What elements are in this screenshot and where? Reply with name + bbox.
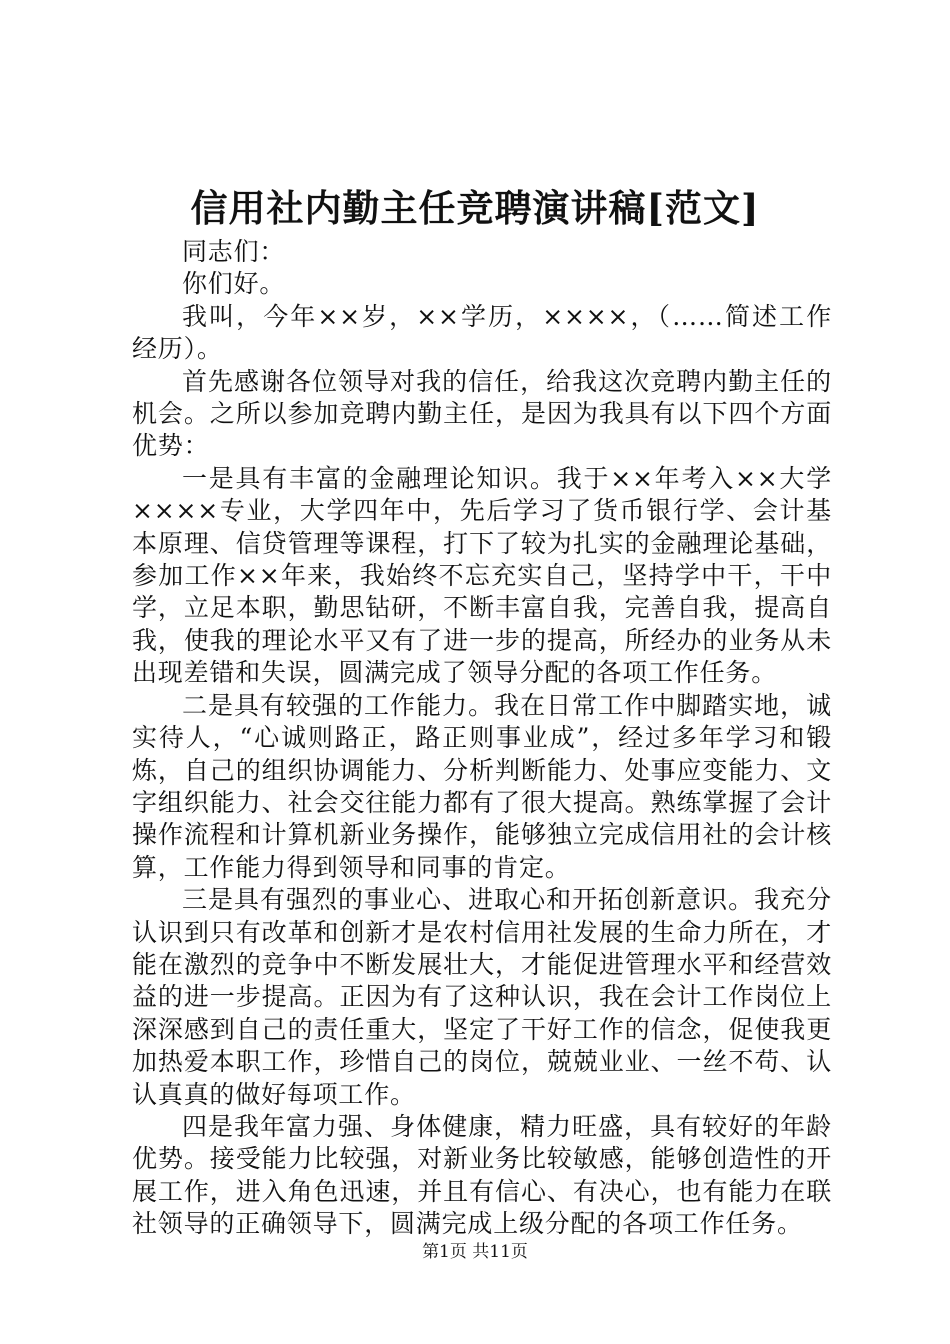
paragraph-salutation: 同志们：	[182, 237, 286, 266]
paragraph-greeting: 你们好。	[182, 269, 286, 299]
document-body	[132, 236, 832, 1241]
paragraph-thanks: 首先感谢各位领导对我的信任，给我这次竞聘内勤主任的机会。之所以参加竞聘内勤主任，是因为我具有以下四个方面优势：	[132, 366, 832, 461]
paragraph-advantage-2: 二是具有较强的工作能力。我在日常工作中脚踏实地，诚实待人，“心诚则路正，路正则事业成”，经过多年学习和锻炼，自己的组织协调能力、分析判断能力、处事应变能力、文字组织能力、社会交往能力都有了很大提高。熟练掌握了会计操作流程和计算机新业务操作，能够独立完成信用社的会计核算，工作能力得到领导和同事的肯定。	[132, 690, 832, 882]
page-footer: 第1页 共11页	[422, 1242, 528, 1262]
paragraph-introduction: 我叫，今年××岁，××学历，××××，（……简述工作经历）。	[132, 301, 832, 364]
paragraph-advantage-4: 四是我年富力强、身体健康，精力旺盛，具有较好的年龄优势。接受能力比较强，对新业务比较敏感，能够创造性的开展工作，进入角色迅速，并且有信心、有决心，也有能力在联社领导的正确领导下，圆满完成上级分配的各项工作任务。	[132, 1111, 832, 1239]
document-title: 信用社内勤主任竞聘演讲稿[范文]	[190, 186, 760, 230]
paragraph-advantage-1: 一是具有丰富的金融理论知识。我于××年考入××大学××××专业，大学四年中，先后学习了货币银行学、会计基本原理、信贷管理等课程，打下了较为扎实的金融理论基础，参加工作××年来，我始终不忘充实自己，坚持学中干，干中学，立足本职，勤思钻研，不断丰富自我，完善自我，提高自我，使我的理论水平又有了进一步的提高，所经办的业务从未出现差错和失误，圆满完成了领导分配的各项工作任务。	[132, 463, 832, 688]
paragraph-advantage-3: 三是具有强烈的事业心、进取心和开拓创新意识。我充分认识到只有改革和创新才是农村信用社发展的生命力所在，才能在激烈的竞争中不断发展壮大，才能促进管理水平和经营效益的进一步提高。正因为有了这种认识，我在会计工作岗位上深深感到自己的责任重大，坚定了干好工作的信念，促使我更加热爱本职工作，珍惜自己的岗位，兢兢业业、一丝不苟、认认真真的做好每项工作。	[132, 885, 832, 1109]
